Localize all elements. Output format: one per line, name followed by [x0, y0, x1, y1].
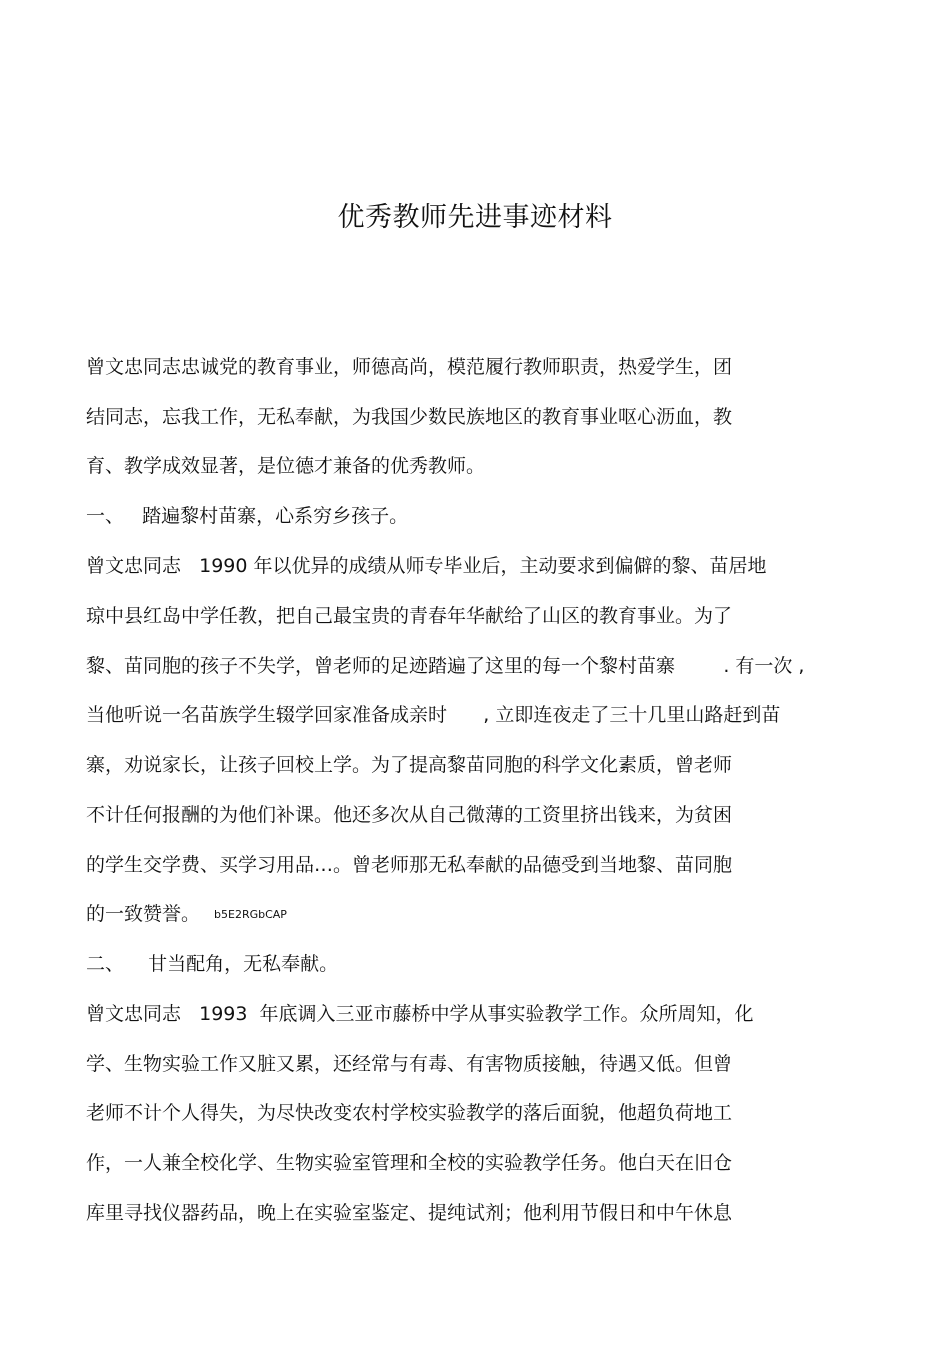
paragraph-line: 学、生物实验工作又脏又累，还经常与有毒、有害物质接触，待遇又低。但曾: [86, 1053, 733, 1075]
paragraph-line: 寨，劝说家长，让孩子回校上学。为了提高黎苗同胞的科学文化素质，曾老师: [86, 754, 733, 776]
paragraph-line: 结同志，忘我工作，无私奉献，为我国少数民族地区的教育事业呕心沥血，教: [86, 406, 733, 428]
document-title: 优秀教师先进事迹材料: [337, 202, 613, 233]
paragraph-line: 曾文忠同志忠诚党的教育事业，师德高尚，模范履行教师职责，热爱学生，团: [86, 356, 733, 378]
paragraph-line: 曾文忠同志 1990 年以优异的成绩从师专毕业后，主动要求到偏僻的黎、苗居地: [86, 555, 767, 577]
paragraph-line: 老师不计个人得失，为尽快改变农村学校实验教学的落后面貌，他超负荷地工: [86, 1102, 733, 1124]
paragraph-line: 的学生交学费、买学习用品…。曾老师那无私奉献的品德受到当地黎、苗同胞: [86, 854, 733, 876]
paragraph-line: 黎、苗同胞的孩子不失学，曾老师的足迹踏遍了这里的每一个黎村苗寨 . 有一次 ,: [86, 655, 805, 677]
paragraph-line: 曾文忠同志 1993 年底调入三亚市藤桥中学从事实验教学工作。众所周知，化: [86, 1003, 754, 1025]
paragraph-line: 琼中县红岛中学任教，把自己最宝贵的青春年华献给了山区的教育事业。为了: [86, 605, 733, 627]
paragraph-line-with-code: [86, 900, 287, 929]
section-heading-2: 二、 甘当配角，无私奉献。: [86, 953, 339, 975]
paragraph-line: 库里寻找仪器药品，晚上在实验室鉴定、提纯试剂；他利用节假日和中午休息: [86, 1202, 733, 1224]
paragraph-line: 当他听说一名苗族学生辍学回家准备成亲时 , 立即连夜走了三十几里山路赶到苗: [86, 704, 781, 726]
section-heading-1: 一、 踏遍黎村苗寨，心系穷乡孩子。: [86, 505, 409, 527]
paragraph-line: 育、教学成效显著，是位德才兼备的优秀教师。: [86, 455, 486, 477]
paragraph-line: 不计任何报酬的为他们补课。他还多次从自己微薄的工资里挤出钱来，为贫困: [86, 804, 733, 826]
watermark-code: b5E2RGbCAP: [214, 907, 287, 921]
paragraph-line-text: 的一致赞誉。: [86, 903, 201, 925]
paragraph-line: 作，一人兼全校化学、生物实验室管理和全校的实验教学任务。他白天在旧仓: [86, 1152, 733, 1174]
